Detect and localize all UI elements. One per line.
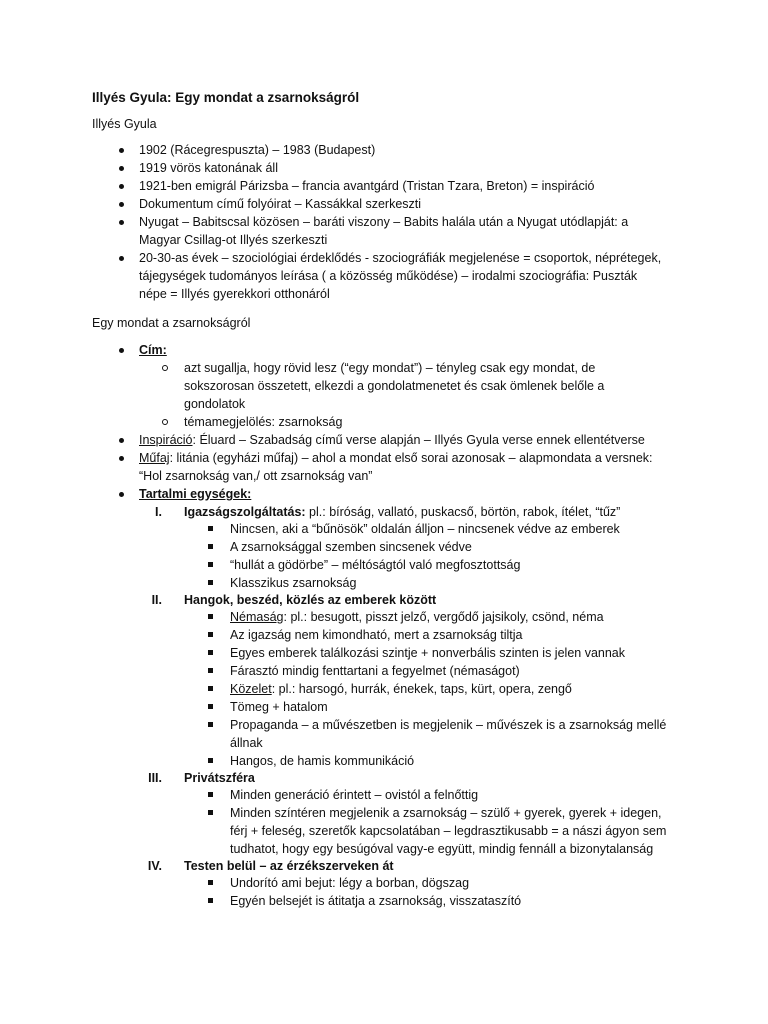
list-item-continuation: Magyar Csillag-ot Illyés szerkeszti: [139, 233, 328, 247]
bullet-icon: [119, 438, 124, 443]
list-item-continuation: gondolatok: [184, 397, 246, 411]
list-item: Undorító ami bejut: légy a borban, dögszag: [230, 876, 470, 890]
list-item: “hullát a gödörbe” – méltóságtól való megfosztottság: [230, 558, 521, 572]
unit-heading: Privátszféra: [184, 771, 255, 785]
section-heading-author: Illyés Gyula: [92, 117, 157, 131]
square-bullet-icon: [208, 880, 213, 885]
unit-heading: [184, 503, 620, 521]
circle-bullet-icon: [162, 365, 168, 371]
square-bullet-icon: [208, 722, 213, 727]
kozelet-label: Közelet: [230, 682, 272, 696]
roman-numeral: III.: [148, 771, 162, 785]
list-item-continuation: tájegységek tudományos leírása ( a közösség működése) – irodalmi szociográfia: Puszták: [139, 269, 638, 283]
roman-numeral: I.: [155, 505, 162, 519]
circle-bullet-icon: [162, 419, 168, 425]
document-title: Illyés Gyula: Egy mondat a zsarnokságról: [92, 90, 360, 105]
list-item: Nincsen, aki a “bűnösök” oldalán álljon – nincsenek védve az emberek: [230, 522, 620, 536]
list-item-inspiracio: [139, 431, 645, 449]
list-item-continuation: tudhatot, hogy egy besúgóval vagy-e együtt, mindig fennáll a bizonytalanság: [230, 842, 654, 856]
square-bullet-icon: [208, 544, 213, 549]
square-bullet-icon: [208, 632, 213, 637]
roman-numeral: IV.: [147, 859, 162, 873]
square-bullet-icon: [208, 792, 213, 797]
list-item: 20-30-as évek – szociológiai érdeklődés - szociográfiák megjelenése = csoportok, néprétegek,: [139, 251, 662, 265]
bullet-icon: [119, 184, 124, 189]
list-item: Minden generáció érintett – ovistól a felnőttig: [230, 788, 479, 802]
bullet-icon: [119, 348, 124, 353]
square-bullet-icon: [208, 758, 213, 763]
list-item: [230, 680, 572, 698]
list-item: Propaganda – a művészetben is megjelenik – művészek is a zsarnokság mellé: [230, 718, 667, 732]
bullet-icon: [119, 456, 124, 461]
list-item: Egyes emberek találkozási szintje + nonverbális szinten is jelen vannak: [230, 646, 626, 660]
inspiracio-label: Inspiráció: [139, 433, 193, 447]
list-item: Hangos, de hamis kommunikáció: [230, 754, 415, 768]
square-bullet-icon: [208, 704, 213, 709]
list-item: A zsarnoksággal szemben sincsenek védve: [230, 540, 472, 554]
nemasag-text: : pl.: besugott, pisszt jelző, vergődő jajsikoly, csönd, néma: [283, 610, 604, 624]
list-item: Fárasztó mindig fenttartani a fegyelmet (némaságot): [230, 664, 520, 678]
list-item: Tömeg + hatalom: [230, 700, 328, 714]
bullet-icon: [119, 148, 124, 153]
square-bullet-icon: [208, 686, 213, 691]
list-item-continuation: “Hol zsarnokság van,/ ott zsarnokság van”: [139, 469, 373, 483]
bullet-icon: [119, 220, 124, 225]
square-bullet-icon: [208, 526, 213, 531]
unit-heading: Hangok, beszéd, közlés az emberek között: [184, 593, 437, 607]
square-bullet-icon: [208, 668, 213, 673]
list-item-continuation: állnak: [230, 736, 263, 750]
mufaj-label: Műfaj: [139, 451, 170, 465]
list-item: Nyugat – Babitscsal közösen – baráti viszony – Babits halála után a Nyugat utódlapját: a: [139, 215, 629, 229]
list-item-continuation: férj + feleség, szeretők kapcsolatában – legdrasztikusabb = a nászi ágyon sem: [230, 824, 667, 838]
unit-heading: Testen belül – az érzékszerveken át: [184, 859, 394, 873]
list-item: 1921-ben emigrál Párizsba – francia avantgárd (Tristan Tzara, Breton) = inspiráció: [139, 179, 595, 193]
list-item: [230, 608, 604, 626]
square-bullet-icon: [208, 810, 213, 815]
inspiracio-text: : Éluard – Szabadság című verse alapján – Illyés Gyula verse ennek ellentétverse: [192, 433, 645, 447]
cim-label: Cím:: [139, 343, 167, 357]
list-item: Minden színtéren megjelenik a zsarnokság – szülő + gyerek, gyerek + idegen,: [230, 806, 662, 820]
tartalmi-label: Tartalmi egységek:: [139, 487, 252, 501]
list-item: Dokumentum című folyóirat – Kassákkal szerkeszti: [139, 197, 422, 211]
mufaj-text: : litánia (egyházi műfaj) – ahol a mondat első sorai azonosak – alapmondata a versnek:: [169, 451, 653, 465]
list-item: 1919 vörös katonának áll: [139, 161, 278, 175]
roman-numeral: II.: [151, 593, 162, 607]
square-bullet-icon: [208, 580, 213, 585]
list-item-continuation: népe = Illyés gyerekkori otthonáról: [139, 287, 330, 301]
square-bullet-icon: [208, 614, 213, 619]
nemasag-label: Némaság: [230, 610, 284, 624]
list-item: témamegjelölés: zsarnokság: [184, 415, 343, 429]
list-item: Egyén belsejét is átitatja a zsarnokság, visszataszító: [230, 894, 522, 908]
list-item-continuation: sokszorosan összetett, elkezdi a gondolatmenetet és csak ömlenek belőle a: [184, 379, 605, 393]
square-bullet-icon: [208, 898, 213, 903]
bullet-icon: [119, 256, 124, 261]
list-item-mufaj: [139, 449, 653, 467]
list-item: 1902 (Rácegrespuszta) – 1983 (Budapest): [139, 143, 376, 157]
list-item: Az igazság nem kimondható, mert a zsarnokság tiltja: [230, 628, 523, 642]
list-item: Klasszikus zsarnokság: [230, 576, 357, 590]
bullet-icon: [119, 166, 124, 171]
unit-heading-rest: pl.: bíróság, vallató, puskacső, börtön, rabok, ítélet, “tűz”: [305, 505, 621, 519]
list-item: azt sugallja, hogy rövid lesz (“egy mondat”) – tényleg csak egy mondat, de: [184, 361, 596, 375]
section-heading-poem: Egy mondat a zsarnokságról: [92, 316, 251, 330]
bullet-icon: [119, 492, 124, 497]
square-bullet-icon: [208, 650, 213, 655]
unit-heading-bold: Igazságszolgáltatás:: [184, 505, 306, 519]
bullet-icon: [119, 202, 124, 207]
square-bullet-icon: [208, 562, 213, 567]
kozelet-text: : pl.: harsogó, hurrák, énekek, taps, kürt, opera, zengő: [271, 682, 572, 696]
